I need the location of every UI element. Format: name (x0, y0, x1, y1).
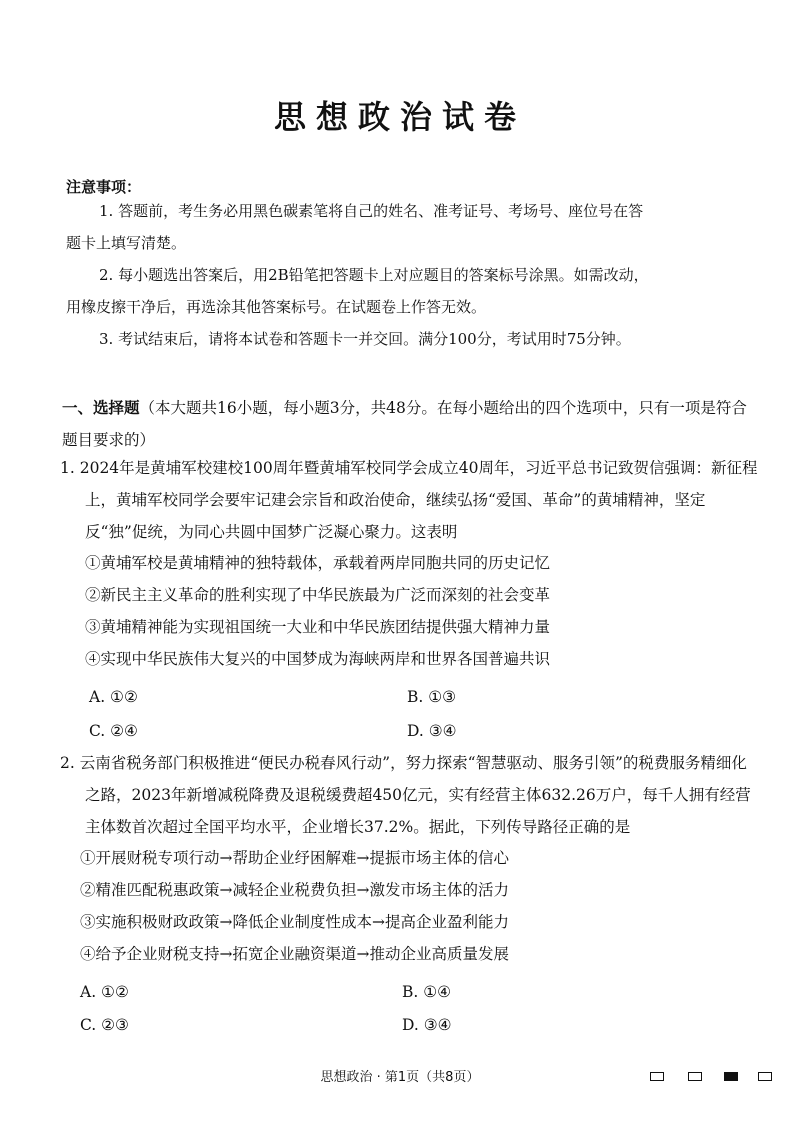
option-b: B. ①③ (407, 687, 457, 706)
statement: ③黄埔精神能为实现祖国统一大业和中华民族团结提供强大精神力量 (85, 617, 551, 636)
section-desc: （本大题共16小题，每小题3分，共48分。在每小题给出的四个选项中，只有一项是符合题目要求的） (62, 399, 747, 449)
statement: ②精准匹配税惠政策→减轻企业税费负担→激发市场主体的活力 (80, 881, 509, 900)
filled-square-mark (724, 1072, 738, 1081)
notice-line: 用橡皮擦干净后，再选涂其他答案标号。在试题卷上作答无效。 (66, 298, 487, 316)
empty-square-mark (688, 1072, 702, 1081)
statement: ①开展财税专项行动→帮助企业纾困解难→提振市场主体的信心 (80, 849, 509, 868)
statement: ④实现中华民族伟大复兴的中国梦成为海峡两岸和世界各国普遍共识 (85, 649, 551, 668)
page-footer: 思想政治 · 第1页（共8页） (320, 1070, 480, 1085)
notice-line: 1. 答题前，考生务必用黑色碳素笔将自己的姓名、准考证号、考场号、座位号在答 (99, 202, 644, 220)
option-c: C. ②④ (89, 721, 138, 740)
question-stem: 2. 云南省税务部门积极推进“便民办税春风行动”，努力探索“智慧驱动、服务引领”的税费服务精细化之路，2023年新增减税降费及退税缓费超450亿元，实有经营主体632.26万户，每千人拥有经营主体数首次超过全国平均水平，企业增长37.2%。据此，下列传导路径正确的是 (60, 754, 751, 836)
notice-line: 3. 考试结束后，请将本试卷和答题卡一并交回。满分100分，考试用时75分钟。 (99, 330, 631, 348)
option-d: D. ③④ (407, 721, 457, 740)
notice-item-2 (66, 259, 754, 323)
statement: ④给予企业财税支持→拓宽企业融资渠道→推动企业高质量发展 (80, 944, 509, 963)
question-2 (60, 748, 760, 1043)
option-a: A. ①② (89, 687, 138, 706)
option-d: D. ③④ (402, 1015, 452, 1034)
statement: ②新民主主义革命的胜利实现了中华民族最为广泛而深刻的社会变革 (85, 586, 551, 605)
notice-heading: 注意事项： (66, 178, 142, 196)
page-title: 思想政治试卷 (273, 98, 526, 136)
question-stem: 1. 2024年是黄埔军校建校100周年暨黄埔军校同学会成立40周年，习近平总书记致贺信强调：新征程上，黄埔军校同学会要牢记建会宗旨和政治使命，继续弘扬“爱国、革命”的黄埔精神，坚定反“独”促统，为同心共圆中国梦广泛凝心聚力。这表明 (60, 459, 758, 541)
option-c: C. ②③ (80, 1015, 129, 1034)
notice-item-1 (66, 195, 754, 259)
empty-square-mark (650, 1072, 664, 1081)
notice-line: 2. 每小题选出答案后，用2B铅笔把答题卡上对应题目的答案标号涂黑。如需改动， (99, 266, 649, 284)
question-1 (60, 453, 760, 748)
option-b: B. ①④ (402, 982, 452, 1001)
section-header (62, 392, 752, 456)
notice-line: 题卡上填写清楚。 (66, 234, 187, 252)
answer-options (85, 676, 760, 748)
statement: ①黄埔军校是黄埔精神的独特载体，承载着两岸同胞共同的历史记忆 (85, 554, 551, 573)
empty-square-mark (758, 1072, 772, 1081)
answer-options (80, 971, 760, 1043)
option-a: A. ①② (80, 982, 129, 1001)
statement: ③实施积极财政政策→降低企业制度性成本→提高企业盈利能力 (80, 912, 509, 931)
section-title: 一、选择题 (62, 399, 140, 417)
notice-item-3 (66, 323, 754, 355)
